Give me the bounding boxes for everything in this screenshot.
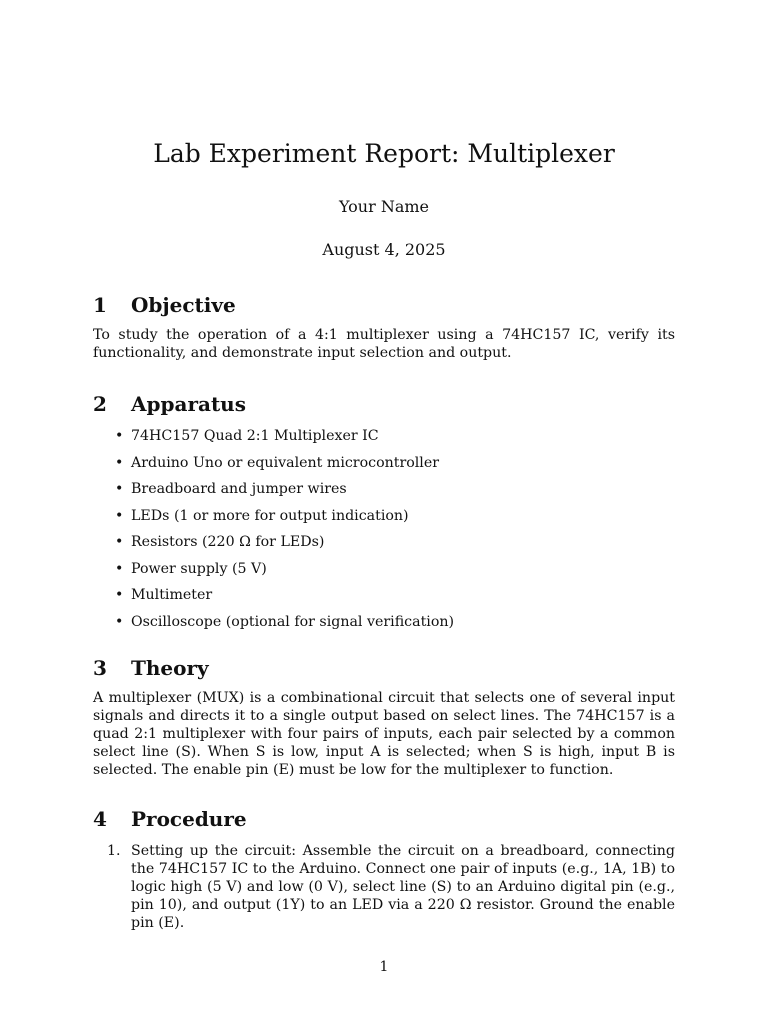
list-item: • Breadboard and jumper wires: [115, 481, 347, 497]
section-number: 2: [93, 392, 107, 416]
section-heading: [93, 806, 675, 832]
procedure-list: [93, 842, 675, 932]
theory-text: A multiplexer (MUX) is a combinational circuit that selects one of several input signals and directs it to a single output based on select lines. The 74HC157 is a quad 2:1 multiplexer with four pairs of inputs, each pair selected by a common select line (S). When S is low, input A is selected; when S is high, input B is selected. The enable pin (E) must be low for the multiplexer to function.: [93, 690, 675, 778]
bullet-icon: •: [115, 454, 124, 471]
section-heading: [93, 655, 675, 681]
list-item: • LEDs (1 or more for output indication): [115, 507, 409, 524]
list-item: • Power supply (5 V): [115, 560, 267, 577]
section-procedure: [93, 806, 675, 932]
bullet-icon: •: [115, 507, 124, 524]
step-text: Setting up the circuit: Assemble the circuit on a breadboard, connecting the 74HC157 IC to the Arduino. Connect one pair of inputs (e.g., 1A, 1B) to logic high (5 V) and low (0 V), select line (S) to an Arduino digital pin (e.g., pin 10), and output (1Y) to an LED via a 220 Ω resistor. Ground the enable pin (E).: [131, 843, 675, 931]
document-author: Your Name: [338, 197, 430, 216]
section-number: 4: [93, 807, 107, 831]
section-objective: [93, 292, 675, 362]
apparatus-list: [93, 427, 675, 639]
section-title: Objective: [131, 293, 236, 317]
bullet-icon: •: [115, 560, 124, 577]
bullet-icon: •: [115, 534, 124, 550]
objective-text: To study the operation of a 4:1 multiplexer using a 74HC157 IC, verify its functionality, and demonstrate input selection and output.: [93, 327, 675, 361]
section-apparatus: [93, 391, 675, 639]
section-title: Procedure: [131, 807, 247, 831]
list-item: • Multimeter: [115, 587, 213, 603]
list-item: • Resistors (220 Ω for LEDs): [115, 534, 325, 550]
page-number: 1: [379, 959, 389, 975]
section-heading: [93, 391, 675, 417]
document-date: August 4, 2025: [322, 240, 446, 259]
document-title: Lab Experiment Report: Multiplexer: [153, 139, 615, 168]
list-item: • Arduino Uno or equivalent microcontroller: [115, 454, 440, 471]
list-item: • 74HC157 Quad 2:1 Multiplexer IC: [115, 428, 379, 444]
list-item: • Oscilloscope (optional for signal verification): [115, 613, 455, 630]
section-number: 1: [93, 293, 107, 317]
section-title: Apparatus: [131, 392, 246, 416]
bullet-icon: •: [115, 428, 124, 444]
step-number: 1.: [107, 843, 121, 859]
bullet-icon: •: [115, 613, 124, 630]
bullet-icon: •: [115, 481, 124, 497]
section-number: 3: [93, 656, 107, 680]
section-title: Theory: [131, 656, 209, 680]
bullet-icon: •: [115, 587, 124, 603]
list-item: [93, 842, 675, 932]
section-theory: [93, 655, 675, 779]
section-heading: [93, 292, 675, 318]
